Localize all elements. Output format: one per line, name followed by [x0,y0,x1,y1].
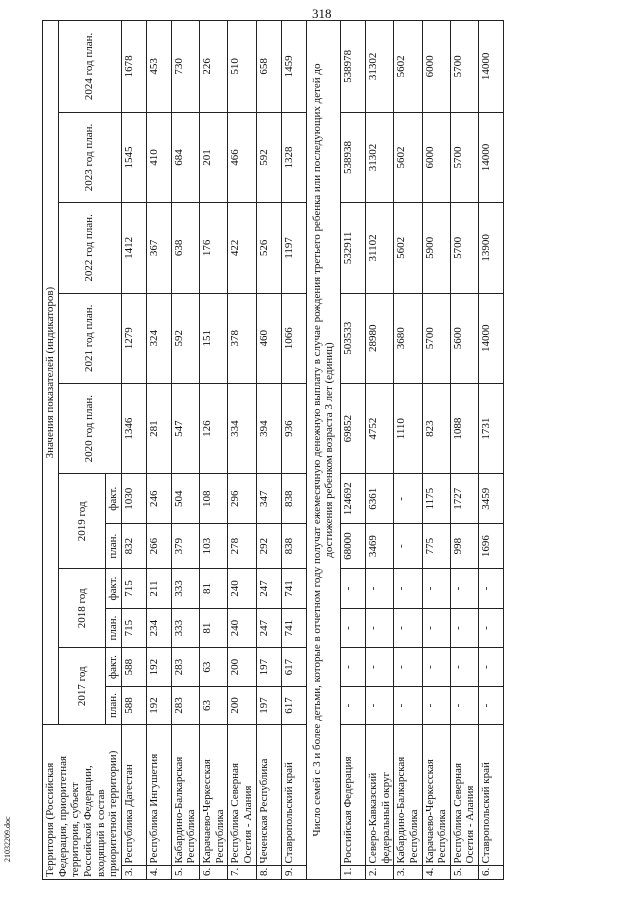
indicator-value: 1197 [281,203,306,293]
page-number: 318 [312,6,332,21]
indicator-value: 192 [146,648,171,686]
indicator-value: 296 [228,474,256,524]
year-2022-header: 2022 год план. [58,203,121,293]
indicator-value: 5700 [450,203,478,293]
year-2024-header: 2024 год план. [58,21,121,113]
indicator-value: - [365,608,393,648]
row-number: 3. [121,866,146,880]
indicator-value: 31102 [365,203,393,293]
indicator-value: 617 [281,648,306,686]
indicator-value: 108 [200,474,228,524]
indicator-value: 510 [228,21,256,113]
territory-name: Республика Северная Осетия - Алания [228,725,256,866]
territory-name: Российская Федерация [340,725,365,866]
indicator-value: 379 [171,524,199,569]
indicator-value: 5602 [394,112,422,202]
indicator-value: 200 [228,686,256,724]
indicator-value: 5700 [422,293,450,383]
indicator-value: 715 [121,569,146,609]
table-row [394,21,422,880]
indicator-value: 247 [256,569,281,609]
indicator-value: 151 [200,293,228,383]
indicator-value: 81 [200,569,228,609]
indicator-value: 453 [146,21,171,113]
indicator-value: - [479,648,504,686]
row-number: 2. [365,866,393,880]
plan-2019-header: план. [106,524,122,569]
indicator-value: - [422,569,450,609]
indicator-value: - [422,608,450,648]
indicator-value: 592 [256,112,281,202]
row-number: 8. [256,866,281,880]
indicator-value: 378 [228,293,256,383]
table-row [200,21,228,880]
indicator-value: 715 [121,608,146,648]
year-2021-header: 2021 год план. [58,293,121,383]
indicator-value: 592 [171,293,199,383]
indicator-value: - [422,686,450,724]
table-row [340,21,365,880]
rotated-table-container [42,20,622,880]
indicator-value: - [450,608,478,648]
indicator-value: 6000 [422,21,450,113]
indicator-value: - [479,686,504,724]
table-row [281,21,306,880]
indicator-value: 3469 [365,524,393,569]
indicator-value: 28980 [365,293,393,383]
table-body [121,21,503,880]
indicator-value: 13900 [479,203,504,293]
document-id: 21032209.doc [3,816,12,862]
indicator-value: 68000 [340,524,365,569]
indicator-value: 1279 [121,293,146,383]
year-2023-header: 2023 год план. [58,112,121,202]
indicator-value: 466 [228,112,256,202]
indicator-value: 281 [146,383,171,473]
indicator-value: 998 [450,524,478,569]
year-2020-header: 2020 год план. [58,383,121,473]
indicator-value: 14000 [479,21,504,113]
indicator-value: 410 [146,112,171,202]
territory-name: Ставропольский край [281,725,306,866]
indicator-value: 176 [200,203,228,293]
indicator-value: 292 [256,524,281,569]
territory-name: Республика Дагестан [121,725,146,866]
indicator-value: 5900 [422,203,450,293]
territory-name: Республика Ингушетия [146,725,171,866]
indicator-value: - [422,648,450,686]
indicator-value: - [394,569,422,609]
indicator-value: 394 [256,383,281,473]
indicator-value: 504 [171,474,199,524]
indicator-value: 226 [200,21,228,113]
indicator-value: 823 [422,383,450,473]
indicator-value: 1088 [450,383,478,473]
indicator-value: 347 [256,474,281,524]
indicator-value: 247 [256,608,281,648]
indicator-value: 3459 [479,474,504,524]
indicator-value: 69852 [340,383,365,473]
indicator-value: 547 [171,383,199,473]
indicator-value: - [340,608,365,648]
plan-2018-header: план. [106,608,122,648]
indicator-value: 838 [281,524,306,569]
plan-2017-header: план. [106,686,122,724]
table-row [228,21,256,880]
indicator-value: - [365,569,393,609]
indicator-value: 832 [121,524,146,569]
indicator-value: 1459 [281,21,306,113]
indicator-value: 741 [281,569,306,609]
indicator-value: 124692 [340,474,365,524]
year-2019-header: 2019 год [58,474,106,569]
indicator-value: 278 [228,524,256,569]
indicator-value: 638 [171,203,199,293]
indicator-value: 367 [146,203,171,293]
indicator-value: - [394,686,422,724]
indicator-value: - [365,648,393,686]
indicator-value: 1412 [121,203,146,293]
section-title: Число семей с 3 и более детьми, которые в отчетном году получат ежемесячную денежную выплату в случае рождения третьего ребенка или последующих детей до достижения ребенком возраста 3 лет (единиц) [306,21,340,880]
indicator-value: 5602 [394,21,422,113]
indicator-value: 14000 [479,112,504,202]
row-number: 7. [228,866,256,880]
indicator-value: 936 [281,383,306,473]
indicator-value: 1727 [450,474,478,524]
indicator-value: 81 [200,608,228,648]
indicator-value: 460 [256,293,281,383]
indicator-value: - [479,569,504,609]
indicator-value: 6361 [365,474,393,524]
indicator-value: 234 [146,608,171,648]
indicator-value: 1030 [121,474,146,524]
indicator-value: 324 [146,293,171,383]
indicator-value: 532911 [340,203,365,293]
table-row [365,21,393,880]
indicator-value: 14000 [479,293,504,383]
indicator-value: 1696 [479,524,504,569]
indicator-value: 192 [146,686,171,724]
territory-name: Кабардино-Балкарская Республика [394,725,422,866]
indicator-value: 211 [146,569,171,609]
indicator-value: 3680 [394,293,422,383]
territory-name: Ставропольский край [479,725,504,866]
indicator-value: 658 [256,21,281,113]
row-number: 4. [422,866,450,880]
indicator-value: - [340,648,365,686]
year-2017-header: 2017 год [58,648,106,725]
indicator-value: 5602 [394,203,422,293]
indicator-value: - [394,608,422,648]
section-row [306,21,340,880]
row-number: 6. [200,866,228,880]
year-2018-header: 2018 год [58,569,106,648]
indicator-value: - [394,648,422,686]
indicator-value: 538938 [340,112,365,202]
indicator-value: - [450,686,478,724]
indicator-value: - [340,686,365,724]
indicator-value: 200 [228,648,256,686]
fact-2017-header: факт. [106,648,122,686]
indicator-value: 538978 [340,21,365,113]
indicator-value: 1545 [121,112,146,202]
territory-header: Территория (Российская Федерация, приоритетная территория, субъект Российской Федерации, входящий в состав приоритетной территории) [43,725,122,880]
indicator-value: 197 [256,686,281,724]
indicator-value: 333 [171,569,199,609]
indicator-value: 1328 [281,112,306,202]
indicator-value: - [340,569,365,609]
indicator-value: 503533 [340,293,365,383]
territory-name: Чеченская Республика [256,725,281,866]
indicator-value: 240 [228,608,256,648]
indicators-header: Значения показателей (индикаторов) [43,21,59,725]
row-number: 5. [450,866,478,880]
row-number: 5. [171,866,199,880]
table-row [450,21,478,880]
indicator-value: 838 [281,474,306,524]
row-number: 6. [479,866,504,880]
indicator-value: 775 [422,524,450,569]
indicator-value: - [450,569,478,609]
table-row [256,21,281,880]
indicator-value: 1731 [479,383,504,473]
indicator-value: 588 [121,648,146,686]
indicator-value: 1678 [121,21,146,113]
indicator-value: 5700 [450,21,478,113]
indicator-value: 63 [200,648,228,686]
fact-2018-header: факт. [106,569,122,609]
indicator-value: 1175 [422,474,450,524]
indicator-value: 684 [171,112,199,202]
indicator-value: 283 [171,648,199,686]
indicator-value: 283 [171,686,199,724]
territory-name: Республика Северная Осетия - Алания [450,725,478,866]
table-row [171,21,199,880]
table-row [121,21,146,880]
row-number: 3. [394,866,422,880]
territory-name: Северо-Кавказский федеральный округ [365,725,393,866]
row-number: 1. [340,866,365,880]
indicator-value: 333 [171,608,199,648]
indicator-value: 6000 [422,112,450,202]
fact-2019-header: факт. [106,474,122,524]
indicator-value: 741 [281,608,306,648]
indicator-value: 617 [281,686,306,724]
indicator-value: 526 [256,203,281,293]
indicator-value: 730 [171,21,199,113]
indicator-value: 240 [228,569,256,609]
territory-name: Карачаево-Черкесская Республика [422,725,450,866]
indicator-value: 266 [146,524,171,569]
indicator-value: - [450,648,478,686]
indicator-value: 1346 [121,383,146,473]
indicator-value: 5600 [450,293,478,383]
indicator-value: 1110 [394,383,422,473]
indicator-value: - [479,608,504,648]
row-number: 4. [146,866,171,880]
table-row [422,21,450,880]
indicator-value: 103 [200,524,228,569]
indicator-value: 4752 [365,383,393,473]
territory-name: Кабардино-Балкарская Республика [171,725,199,866]
indicator-value: 5700 [450,112,478,202]
indicator-value: 1066 [281,293,306,383]
indicator-value: 588 [121,686,146,724]
indicator-value: 334 [228,383,256,473]
indicators-table [42,20,504,880]
indicator-value: 201 [200,112,228,202]
table-row [479,21,504,880]
indicator-value: - [365,686,393,724]
indicator-value: 126 [200,383,228,473]
row-number: 9. [281,866,306,880]
indicator-value: 422 [228,203,256,293]
indicator-value: 31302 [365,21,393,113]
indicator-value: - [394,474,422,524]
indicator-value: 197 [256,648,281,686]
indicator-value: 246 [146,474,171,524]
territory-name: Карачаево-Черкесская Республика [200,725,228,866]
indicator-value: 63 [200,686,228,724]
indicator-value: 31302 [365,112,393,202]
indicator-value: - [394,524,422,569]
table-row [146,21,171,880]
